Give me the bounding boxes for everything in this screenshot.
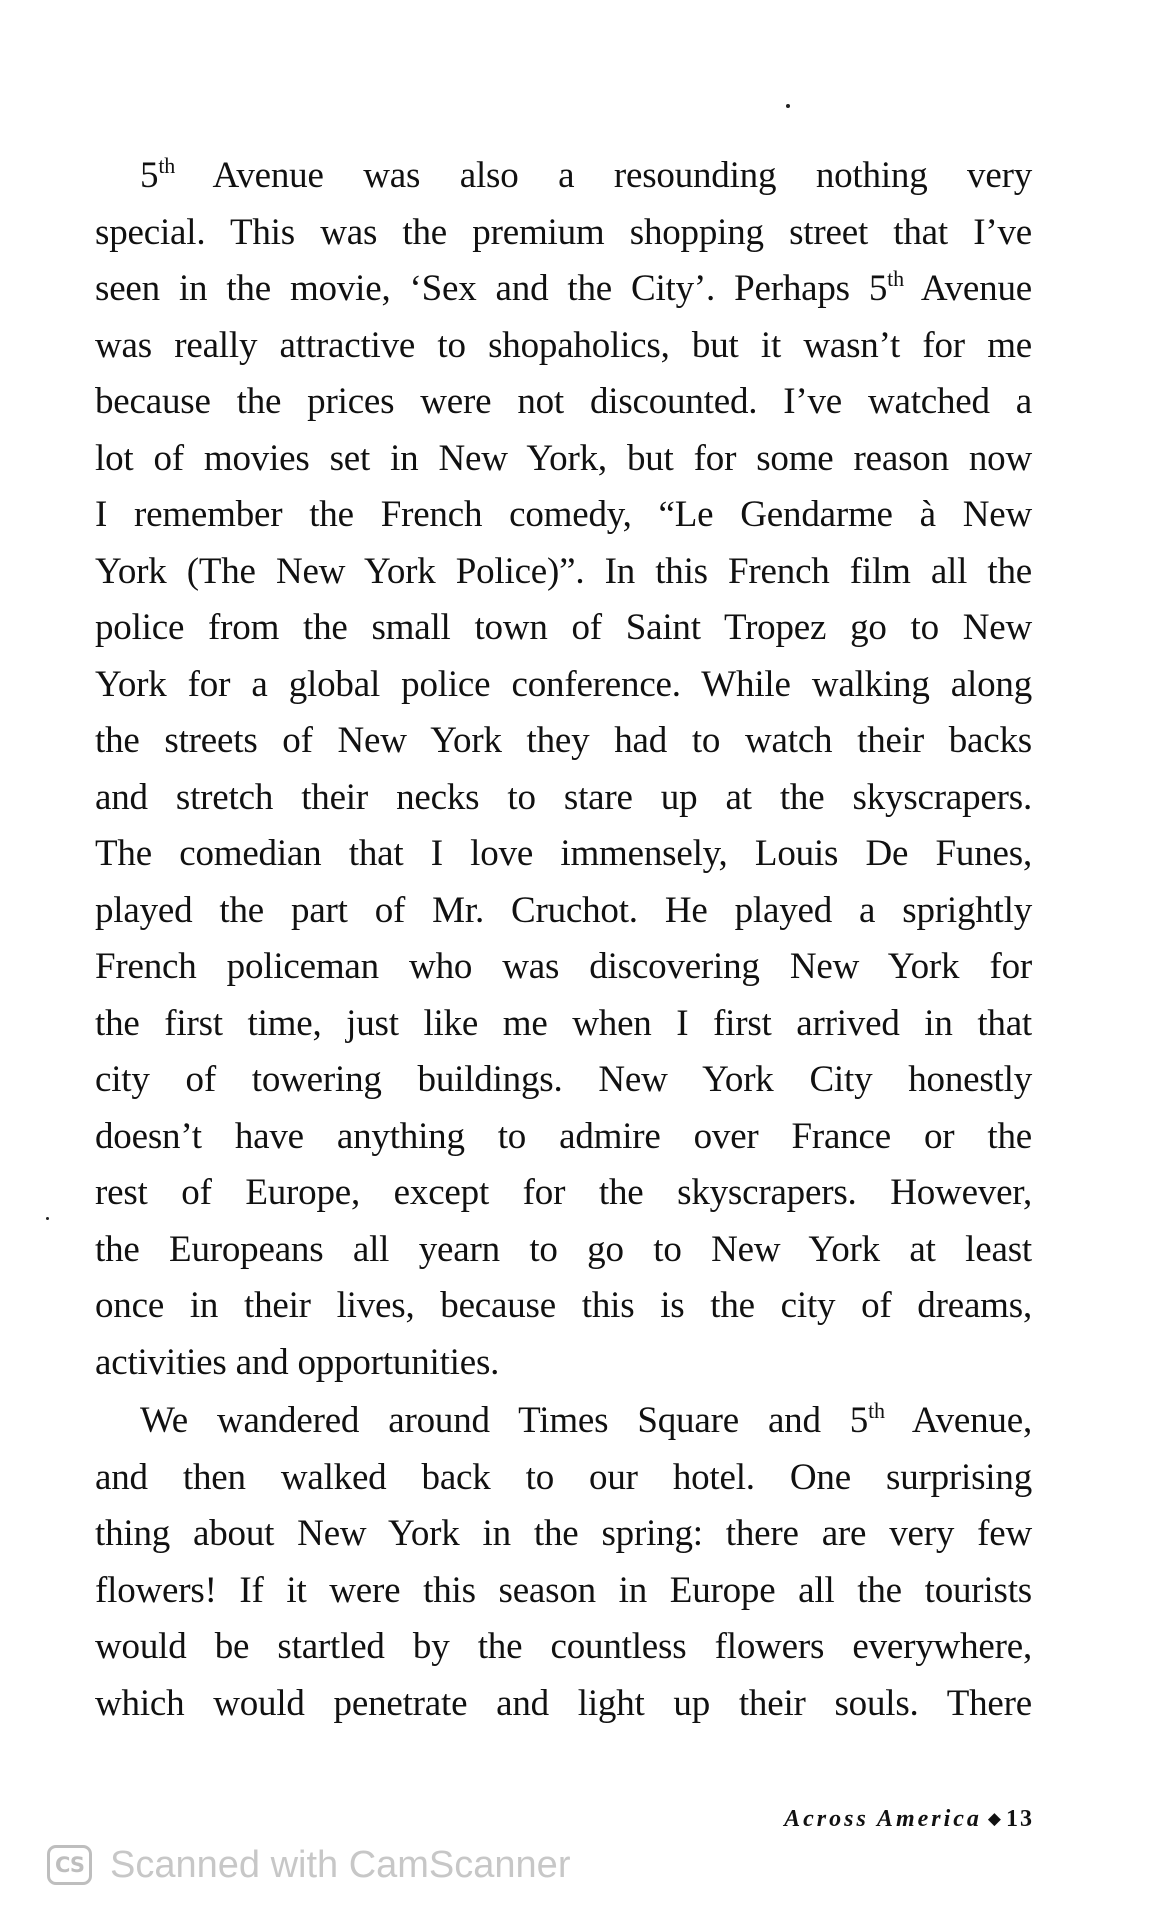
page-footer xyxy=(784,1806,1034,1833)
text-line: the Europeans all yearn to go to New York at least xyxy=(95,1228,1032,1270)
text-line: I remember the French comedy, “Le Gendarme à New xyxy=(95,494,1032,535)
text-line: 5th Avenue was also a resounding nothing very xyxy=(140,153,1032,196)
text-line: once in their lives, because this is the city of dreams, xyxy=(95,1285,1032,1326)
text-line: flowers! If it were this season in Europe all the tourists xyxy=(95,1569,1032,1611)
text-line: activities and opportunities. xyxy=(95,1341,500,1383)
superscript-th: th xyxy=(887,266,904,291)
paragraph-2 xyxy=(95,1393,1032,1732)
text-line: York (The New York Police)”. In this French film all the xyxy=(95,550,1032,592)
diamond-bullet-icon: ◆ xyxy=(987,1809,1003,1828)
text-line: York for a global police conference. While walking along xyxy=(95,663,1032,705)
text-line: the first time, just like me when I first arrived in that xyxy=(95,1002,1032,1044)
text-line: seen in the movie, ‘Sex and the City’. Perhaps 5th Avenue xyxy=(95,266,1032,309)
text-line: rest of Europe, except for the skyscrapers. However, xyxy=(95,1172,1032,1213)
text-line: The comedian that I love immensely, Louis De Funes, xyxy=(95,833,1032,874)
text-line: which would penetrate and light up their souls. There xyxy=(95,1682,1032,1724)
text-line: We wandered around Times Square and 5th Avenue, xyxy=(140,1398,1032,1441)
text-line: city of towering buildings. New York City honestly xyxy=(95,1059,1032,1100)
text-line: was really attractive to shopaholics, but it wasn’t for me xyxy=(95,324,1032,366)
superscript-th: th xyxy=(868,1398,885,1423)
text-line: and stretch their necks to stare up at the skyscrapers. xyxy=(95,776,1032,818)
scan-speck xyxy=(46,1217,49,1220)
text-line: and then walked back to our hotel. One surprising xyxy=(95,1456,1032,1498)
text-line: police from the small town of Saint Tropez go to New xyxy=(95,607,1032,648)
text-line: played the part of Mr. Cruchot. He played a sprightly xyxy=(95,889,1032,931)
paragraph-1 xyxy=(95,148,1032,1391)
watermark-text: Scanned with CamScanner xyxy=(110,1843,571,1886)
camscanner-watermark xyxy=(47,1840,570,1890)
text-line: lot of movies set in New York, but for some reason now xyxy=(95,437,1032,479)
text-line: special. This was the premium shopping street that I’ve xyxy=(95,211,1032,253)
text-line: French policeman who was discovering New York for xyxy=(95,946,1032,987)
text-line: doesn’t have anything to admire over France or the xyxy=(95,1115,1032,1157)
scan-speck xyxy=(786,104,790,108)
text-line: thing about New York in the spring: there are very few xyxy=(95,1513,1032,1554)
text-line: because the prices were not discounted. I’ve watched a xyxy=(95,381,1032,422)
running-title: Across America xyxy=(784,1806,982,1832)
superscript-th: th xyxy=(158,153,176,178)
text-line: the streets of New York they had to watch their backs xyxy=(95,720,1032,761)
text-line: would be startled by the countless flowers everywhere, xyxy=(95,1626,1032,1667)
page-number: 13 xyxy=(1006,1806,1034,1832)
camscanner-logo-icon: CS xyxy=(47,1845,92,1885)
